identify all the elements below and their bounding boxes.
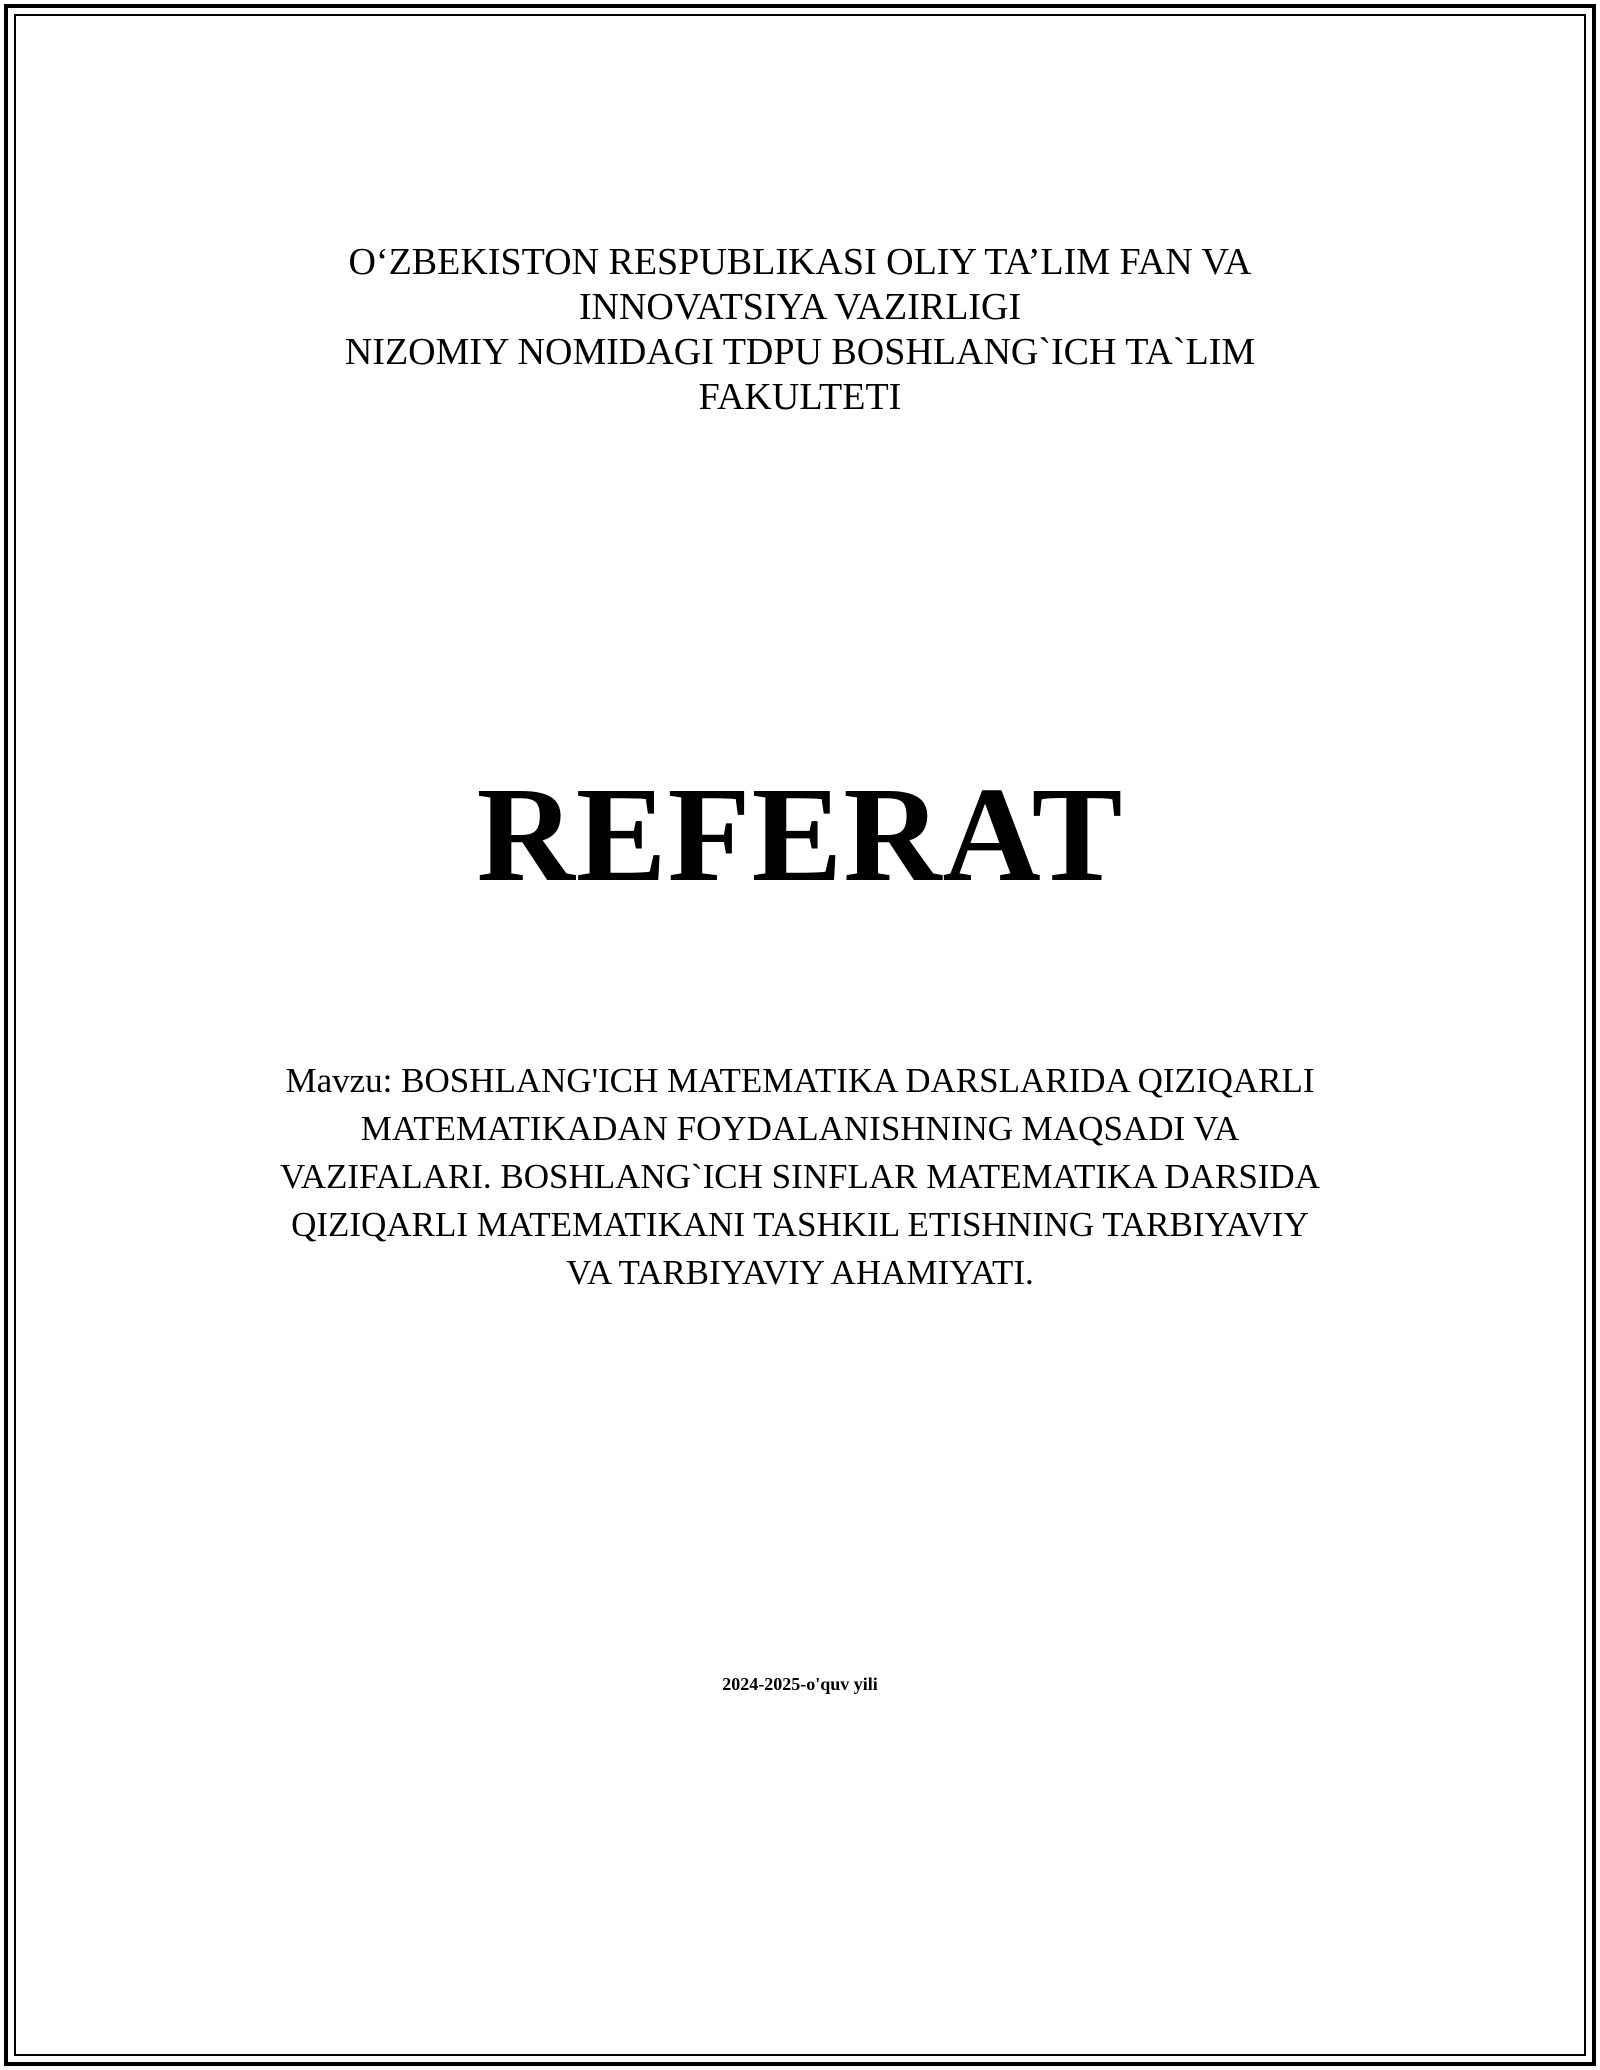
academic-year: 2024-2025-o'quv yili [722,1674,878,1694]
topic-line: QIZIQARLI MATEMATIKANI TASHKIL ETISHNING TARBIYAVIY [291,1205,1309,1244]
document-title: REFERAT [476,760,1124,910]
topic-text [230,1057,1370,1297]
institution-line: NIZOMIY NOMIDAGI TDPU BOSHLANG`ICH TA`LIM [344,331,1256,373]
institution-header [200,240,1400,420]
topic-line: MATEMATIKADAN FOYDALANISHNING MAQSADI VA [360,1109,1240,1148]
topic-line: VA TARBIYAVIY AHAMIYATI. [566,1253,1034,1292]
topic-line: VAZIFALARI. BOSHLANG`ICH SINFLAR MATEMATIKA DARSIDA [279,1157,1320,1196]
institution-line: FAKULTETI [698,376,902,418]
topic-line: Mavzu: BOSHLANG'ICH MATEMATIKA DARSLARIDA QIZIQARLI [285,1061,1315,1100]
institution-line: O‘ZBEKISTON RESPUBLIKASI OLIY TA’LIM FAN VA [348,241,1252,283]
institution-line: INNOVATSIYA VAZIRLIGI [578,286,1022,328]
